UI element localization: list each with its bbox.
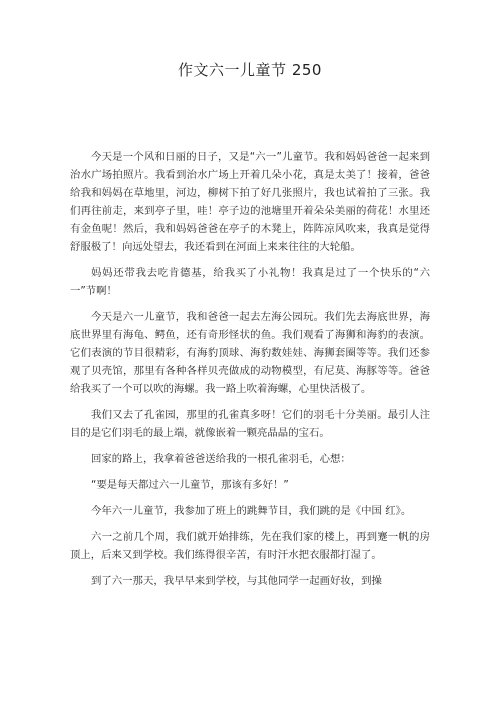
paragraph-9: 到了六一那天，我早早来到学校，与其他同学一起画好妆，到操: [91, 575, 382, 587]
paragraph-5: 回家的路上，我拿着爸爸送给我的一根孔雀羽毛，心想：: [91, 453, 351, 465]
paragraph-6: “要是每天都过六一儿童节，那该有多好！”: [91, 479, 289, 491]
essay-body: [70, 148, 430, 596]
paragraph-1: 今天是一个风和日丽的日子，又是“六一”儿童节。我和妈妈爸爸一起来到治水广场拍照片。我看到治水广场上开着几朵小花，真是太美了！接着，爸爸给我和妈妈在草地里，河边，柳树下拍了好几张照片，我也试着拍了三张。我们再往前走，来到亭子里，哇！亭子边的池塘里开着朵朵美丽的荷花！水里还有金鱼呢！然后，我和妈妈爸爸在亭子的木凳上，阵阵凉风吹来，我真是觉得舒服极了！向远处望去，我还看到在河面上来来往往的大轮船。: [70, 151, 430, 253]
paragraph-7: 今年六一儿童节，我参加了班上的跳舞节目，我们跳的是《中国 红》。: [91, 505, 412, 517]
paragraph-4: 我们又去了孔雀园，那里的孔雀真多呀！它们的羽毛十分美丽。最引人注目的是它们羽毛的最上端，就像嵌着一颗亮晶晶的宝石。: [70, 409, 430, 439]
paragraph-2: 妈妈还带我去吃肯德基，给我买了小礼物！我真是过了一个快乐的“六一”节啊！: [70, 267, 430, 297]
paragraph-3: 今天是六一儿童节，我和爸爸一起去左海公园玩。我们先去海底世界，海底世界里有海龟、鳄鱼，还有奇形怪状的鱼。我们观看了海狮和海豹的表演。它们表演的节目很精彩，有海豹顶球、海豹数娃娃、海狮套圈等等。我们还参观了贝壳馆，那里有各种各样贝壳做成的动物模型，有尼莫、海豚等等。爸爸给我买了一个可以吹的海螺。我一路上吹着海螺，心里快活极了。: [70, 311, 430, 395]
paragraph-8: 六一之前几个周，我们就开始排练，先在我们家的楼上，再到蹇一帆的房顶上，后来又到学校。我们练得很辛苦，有时汗水把衣服都打湿了。: [70, 531, 430, 561]
page-title: 作文六一儿童节 250: [178, 61, 322, 79]
